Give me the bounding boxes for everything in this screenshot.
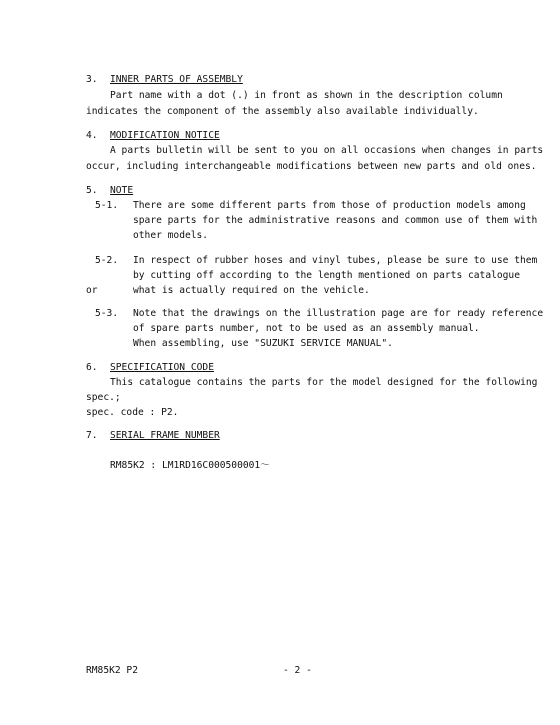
section-3-text-line: Part name with a dot (.) in front as shown in the description column — [110, 90, 503, 101]
note-item-line: spare parts for the administrative reasons and common use of them with — [133, 215, 538, 226]
note-item-line: what is actually required on the vehicle. — [133, 285, 370, 296]
note-item-number: 5-2. — [95, 255, 119, 266]
section-6-text-line: spec. code : P2. — [86, 407, 179, 418]
section-5-heading: NOTE — [110, 185, 134, 196]
footer-model-code: RM85K2 P2 — [86, 665, 138, 676]
section-3-text-line: indicates the component of the assembly also available individually. — [86, 106, 479, 117]
note-item-number: 5-3. — [95, 308, 119, 319]
note-item-line: other models. — [133, 230, 209, 241]
section-4-text-line: occur, including interchangeable modifications between new parts and old ones. — [86, 161, 537, 172]
note-item-line: Note that the drawings on the illustration page are for ready reference — [133, 308, 544, 319]
margin-word: or — [86, 285, 98, 296]
note-item-line: In respect of rubber hoses and vinyl tubes, please be sure to use them — [133, 255, 538, 266]
note-item-line: of spare parts number, not to be used as an assembly manual. — [133, 323, 480, 334]
section-4-number: 4. — [86, 130, 98, 141]
note-item-line: by cutting off according to the length mentioned on parts catalogue — [133, 270, 520, 281]
section-6-text-line: This catalogue contains the parts for the model designed for the following — [110, 377, 538, 388]
section-4-text-line: A parts bulletin will be sent to you on all occasions when changes in parts — [110, 145, 544, 156]
serial-frame-number: RM85K2 : LM1RD16C000500001～ — [110, 460, 270, 471]
section-3-number: 3. — [86, 74, 98, 85]
section-5-number: 5. — [86, 185, 98, 196]
section-6-text-line: spec.; — [86, 392, 121, 403]
section-7-heading: SERIAL FRAME NUMBER — [110, 430, 220, 441]
note-item-line: When assembling, use "SUZUKI SERVICE MANUAL". — [133, 338, 393, 349]
section-6-number: 6. — [86, 362, 98, 373]
section-4-heading: MODIFICATION NOTICE — [110, 130, 220, 141]
section-3-heading: INNER PARTS OF ASSEMBLY — [110, 74, 243, 85]
page-number: - 2 - — [283, 665, 312, 676]
note-item-number: 5-1. — [95, 200, 119, 211]
section-7-number: 7. — [86, 430, 98, 441]
section-6-heading: SPECIFICATION CODE — [110, 362, 214, 373]
note-item-line: There are some different parts from those of production models among — [133, 200, 526, 211]
